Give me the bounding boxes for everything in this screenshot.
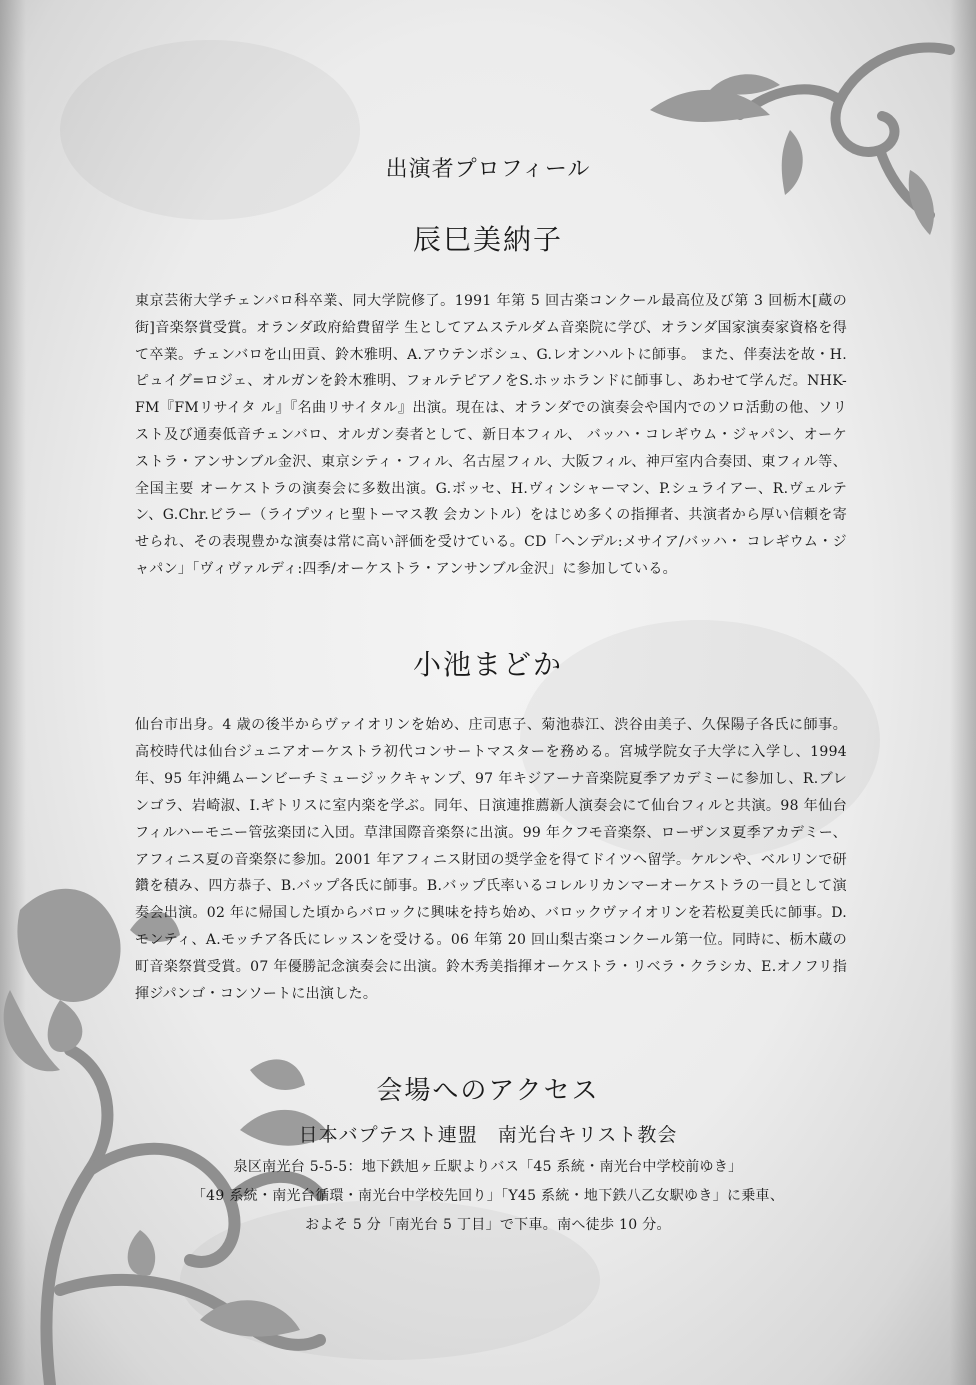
performer1-name: 辰巳美納子 (412, 223, 563, 256)
access-line-1: 泉区南光台 5-5-5：地下鉄旭ヶ丘駅よりバス「45 系統・南光台中学校前ゆき」 (233, 1159, 743, 1175)
access-title: 会場へのアクセス (376, 1076, 600, 1106)
access-line-3: およそ 5 分「南光台 5 丁目」で下車。南へ徒歩 10 分。 (305, 1217, 671, 1233)
performer1-bio: 東京芸術大学チェンバロ科卒業、同大学院修了。1991 年第 5 回古楽コンクール最高位及び第 3 回栃木[蔵の街]音楽祭賞受賞。オランダ政府給費留学 生としてアムステルダム音楽院に学び、オランダ国家演奏家資格を得て卒業。チェンバロを山田貢、鈴木雅明、A.アウテンボシュ、G.レオンハルトに師事。 また、伴奏法を故・H.ピュイグ=ロジェ、オルガンを鈴木雅明、フォルテピアノをS.ホッホランドに師事し、あわせて学んだ。NHK-FM『FMリサイタ ル』『名曲リサイタル』出演。現在は、オランダでの演奏会や国内でのソロ活動の他、ソリスト及び通奏低音チェンバロ、オルガン奏者として、新日本フィル、 バッハ・コレギウム・ジャパン、オーケストラ・アンサンブル金沢、東京シティ・フィル、名古屋フィル、大阪フィル、神戸室内合奏団、東フィル等、全国主要 オーケストラの演奏会に多数出演。G.ボッセ、H.ヴィンシャーマン、P.シュライアー、R.ヴェルテン、G.Chr.ビラー（ライプツィヒ聖トーマス教 会カントル）をはじめ多くの指揮者、共演者から厚い信頼を寄せられ、その表現豊かな演奏は常に高い評価を受けている。CD「ヘンデル:メサイア/バッハ・ コレギウム・ジャパン」「ヴィヴァルディ:四季/オーケストラ・アンサンブル金沢」に参加している。 (135, 293, 848, 577)
access-line-2: 「49 系統・南光台循環・南光台中学校先回り」「Y45 系統・地下鉄八乙女駅ゆき」に乗車、 (191, 1188, 785, 1204)
section-title: 出演者プロフィール (385, 157, 591, 182)
performer2-name: 小池まどか (412, 648, 563, 681)
paper-stain (60, 40, 360, 220)
church-name: 日本バプテスト連盟 南光台キリスト教会 (298, 1124, 678, 1146)
performer2-bio: 仙台市出身。4 歳の後半からヴァイオリンを始め、庄司恵子、菊池恭江、渋谷由美子、久保陽子各氏に師事。高校時代は仙台ジュニアオーケストラ初代コンサートマスターを務める。宮城学院女子大学に入学し、1994 年、95 年沖縄ムーンビーチミュージックキャンプ、97 年キジアーナ音楽院夏季アカデミーに参加し、R.ブレンゴラ、岩崎淑、I.ギトリスに室内楽を学ぶ。同年、日演連推薦新人演奏会にて仙台フィルと共演。98 年仙台フィルハーモニー管弦楽団に入団。草津国際音楽祭に出演。99 年クフモ音楽祭、ローザンヌ夏季アカデミー、アフィニス夏の音楽祭に参加。2001 年アフィニス財団の奨学金を得てドイツへ留学。ケルンや、ベルリンで研鑽を積み、四方恭子、B.バップ各氏に師事。B.バップ氏率いるコレルリカンマーオーケストラの一員として演奏会出演。02 年に帰国した頃からバロックに興味を持ち始め、バロックヴァイオリンを若松夏美氏に師事。D.モンティ、A.モッチア各氏にレッスンを受ける。06 年第 20 回山梨古楽コンクール第一位。同時に、栃木蔵の町音楽祭賞受賞。07 年優勝記念演奏会に出演。鈴木秀美指揮オーケストラ・リベラ・クラシカ、E.オノフリ指揮ジパンゴ・コンソートに出演した。 (135, 717, 847, 1003)
flourish-ornament-top-right (610, 20, 960, 240)
